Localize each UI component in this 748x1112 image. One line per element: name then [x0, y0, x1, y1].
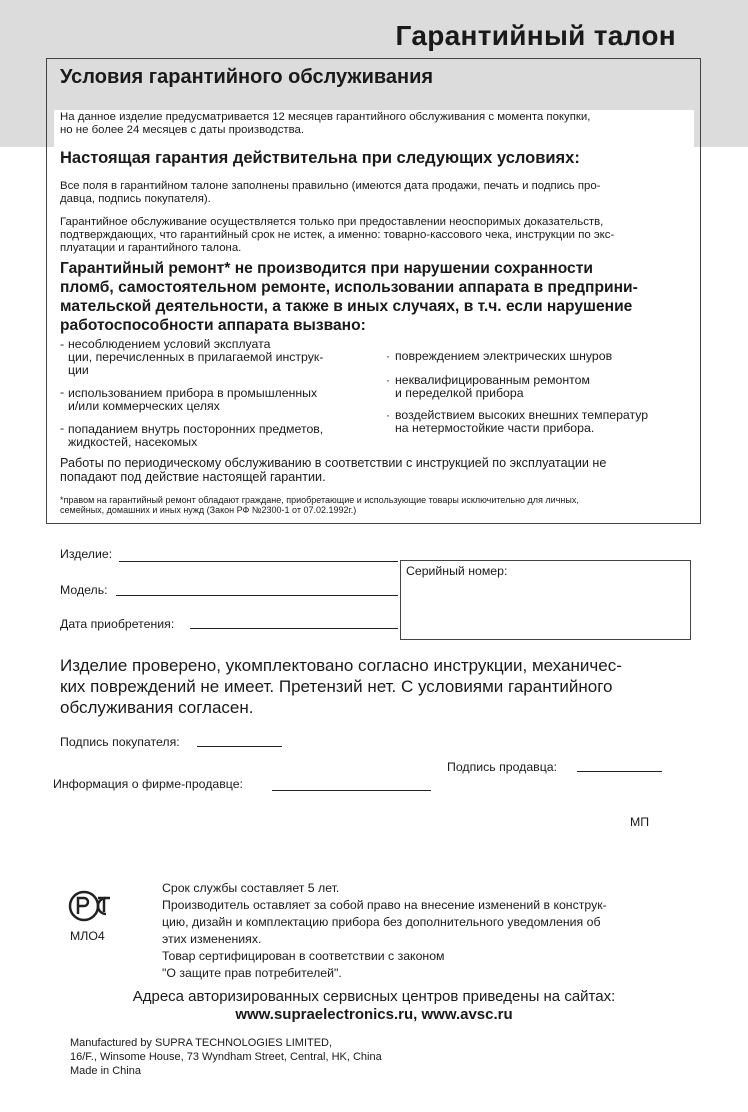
condition-1-line-2: давца, подпись покупателя). — [60, 193, 211, 205]
changes-line-2: цию, дизайн и комплектацию прибора без дополнительного уведомления об — [162, 915, 601, 929]
right-item-3-line-2: на нетермостойкие части прибора. — [395, 421, 595, 435]
exclusion-heading — [60, 259, 700, 335]
verification-statement — [60, 655, 690, 718]
maintenance-line-2: попадают под действие настоящей гарантии. — [60, 470, 326, 484]
manufacturer-line-2: 16/F., Winsome House, 73 Wyndham Street, Central, HK, China — [70, 1051, 382, 1063]
exclusion-line-1: Гарантийный ремонт* не производится при нарушении сохранности — [60, 260, 593, 277]
condition-2-line-3: плуатации и гарантийного талона. — [60, 242, 242, 254]
valid-conditions-heading: Настоящая гарантия действительна при следующих условиях: — [60, 149, 580, 167]
product-field-line[interactable] — [119, 561, 398, 562]
condition-2-line-1: Гарантийное обслуживание осуществляется только при предоставлении неоспоримых доказательств, — [60, 216, 604, 228]
exclusion-line-2: пломб, самостоятельном ремонте, использовании аппарата в предприни- — [60, 279, 638, 296]
right-item-2-line-1: неквалифицированным ремонтом — [395, 373, 590, 387]
bullet-dot: · — [386, 373, 391, 387]
certified-line-1: Товар сертифицирован в соответствии с законом — [162, 949, 445, 963]
purchase-date-field-line[interactable] — [190, 628, 398, 629]
certification-code: МЛО4 — [70, 929, 105, 943]
left-item-1-line-1: несоблюдением условий эксплуата — [68, 337, 271, 351]
service-life-line: Срок службы составляет 5 лет. — [162, 881, 340, 895]
bullet-dot: · — [386, 349, 391, 363]
certified-line-2: "О защите прав потребителей". — [162, 966, 342, 980]
right-item-2-line-2: и переделкой прибора — [395, 386, 524, 400]
left-item-1-line-3: ции — [68, 363, 89, 377]
model-field-line[interactable] — [116, 595, 398, 596]
left-item-1-line-2: ции, перечисленных в прилагаемой инструк- — [68, 350, 324, 364]
buyer-signature-line[interactable] — [197, 746, 282, 747]
seller-signature-label: Подпись продавца: — [447, 760, 557, 774]
right-item-1-line-1: повреждением электрических шнуров — [395, 349, 613, 363]
left-item-3-line-2: жидкостей, насекомых — [68, 435, 198, 449]
service-centers-sites: www.supraelectronics.ru, www.avsc.ru — [235, 1006, 513, 1023]
left-item-3-line-1: попаданием внутрь посторонних предметов, — [68, 422, 324, 436]
purchase-date-label: Дата приобретения: — [60, 617, 175, 631]
seller-signature-line[interactable] — [577, 771, 662, 772]
bullet-dot: · — [386, 408, 391, 422]
manufacturer-line-1: Manufactured by SUPRA TECHNOLOGIES LIMITED, — [70, 1037, 333, 1049]
bullet-dash: - — [60, 337, 65, 351]
maintenance-line-1: Работы по периодическому обслуживанию в соответствии с инструкцией по эксплуатации не — [60, 456, 607, 470]
page-title: Гарантийный талон — [395, 20, 676, 51]
manufacturer-line-3: Made in China — [70, 1065, 141, 1077]
left-item-2-line-1: использованием прибора в промышленных — [68, 386, 318, 400]
verification-line-2: ких повреждений не имеет. Претензий нет. С условиями гарантийного — [60, 677, 613, 696]
changes-line-3: этих изменениях. — [162, 932, 262, 946]
condition-1-line-1: Все поля в гарантийном талоне заполнены правильно (имеются дата продажи, печать и подпись про- — [60, 180, 601, 192]
changes-line-1: Производитель оставляет за собой право на внесение изменений в конструк- — [162, 898, 607, 912]
buyer-signature-label: Подпись покупателя: — [60, 735, 180, 749]
rst-certification-icon — [62, 886, 126, 926]
serial-number-label: Серийный номер: — [406, 564, 508, 578]
bullet-dash: - — [60, 421, 65, 435]
intro-line-1: На данное изделие предусматривается 12 месяцев гарантийного обслуживания с момента покупки, — [60, 111, 591, 123]
serial-number-box[interactable] — [400, 560, 691, 640]
left-item-2-line-2: и/или коммерческих целях — [68, 399, 220, 413]
exclusion-line-4: работоспособности аппарата вызвано: — [60, 317, 366, 334]
right-item-3-line-1: воздействием высоких внешних температур — [395, 408, 649, 422]
conditions-heading: Условия гарантийного обслуживания — [60, 66, 434, 88]
stamp-label: МП — [630, 815, 650, 829]
model-label: Модель: — [60, 583, 108, 597]
verification-line-3: обслуживания согласен. — [60, 698, 254, 717]
intro-line-2: но не более 24 месяцев с даты производства. — [60, 124, 305, 136]
seller-info-line[interactable] — [272, 790, 431, 791]
bullet-dash: - — [60, 385, 65, 399]
seller-info-label: Информация о фирме-продавце: — [53, 777, 243, 791]
verification-line-1: Изделие проверено, укомплектовано согласно инструкции, механичес- — [60, 656, 622, 675]
exclusion-line-3: мательской деятельности, а также в иных случаях, в т.ч. если нарушение — [60, 298, 633, 315]
service-centers-line: Адреса авторизированных сервисных центров приведены на сайтах: — [132, 988, 616, 1005]
footnote-line-1: *правом на гарантийный ремонт обладают граждане, приобретающие и использующие товары исключительно для личных, — [60, 495, 579, 505]
product-label: Изделие: — [60, 547, 113, 561]
footnote-line-2: семейных, домашних и иных нужд (Закон РФ №2300-1 от 07.02.1992г.) — [60, 505, 357, 515]
condition-2-line-2: подтверждающих, что гарантийный срок не истек, а именно: товарно-кассового чека, инструкции по экс- — [60, 229, 615, 241]
